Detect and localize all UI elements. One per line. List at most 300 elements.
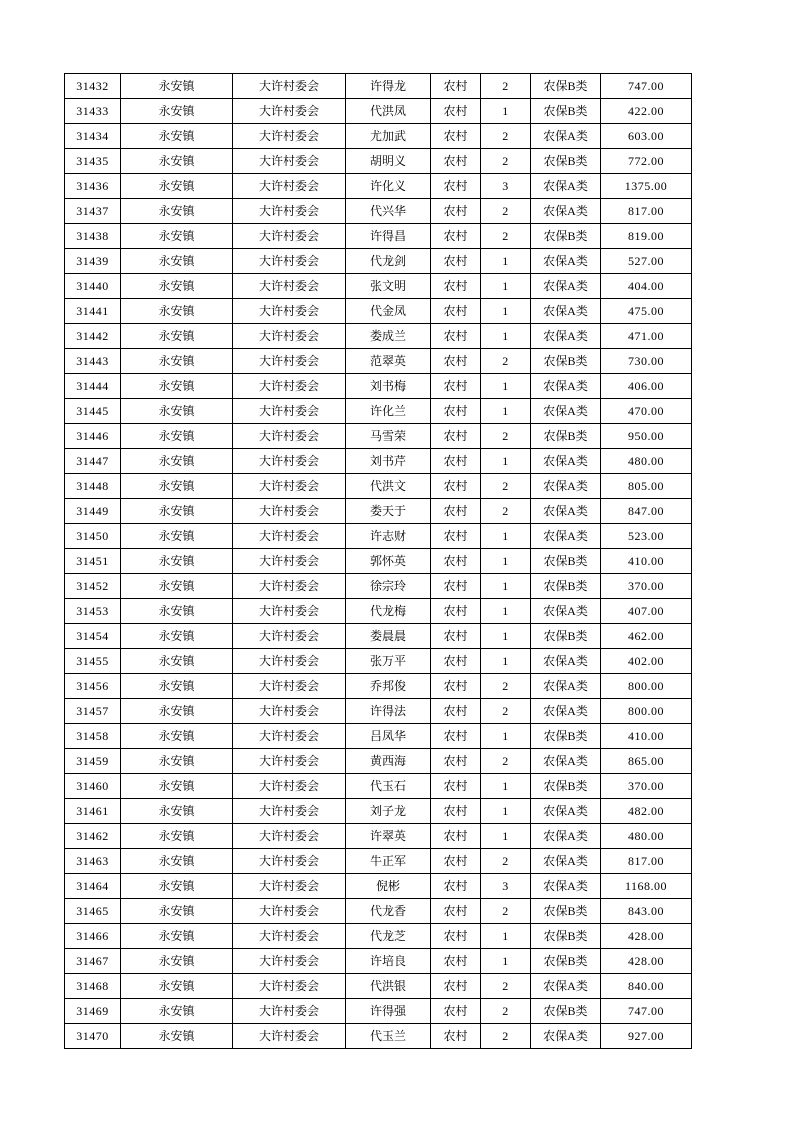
cell-record-id: 31448 <box>65 474 121 499</box>
cell-household-type: 农村 <box>431 324 481 349</box>
cell-person-name: 代龙梅 <box>346 599 431 624</box>
cell-person-name: 牛正军 <box>346 849 431 874</box>
cell-village-committee: 大许村委会 <box>233 549 346 574</box>
cell-person-name: 刘书梅 <box>346 374 431 399</box>
cell-insurance-class: 农保B类 <box>531 724 601 749</box>
cell-household-type: 农村 <box>431 299 481 324</box>
cell-record-id: 31462 <box>65 824 121 849</box>
cell-person-count: 2 <box>481 999 531 1024</box>
cell-insurance-class: 农保B类 <box>531 99 601 124</box>
cell-insurance-class: 农保A类 <box>531 849 601 874</box>
cell-household-type: 农村 <box>431 424 481 449</box>
cell-insurance-class: 农保B类 <box>531 924 601 949</box>
cell-village-committee: 大许村委会 <box>233 649 346 674</box>
table-row <box>65 949 692 974</box>
cell-household-type: 农村 <box>431 949 481 974</box>
cell-amount: 370.00 <box>601 574 692 599</box>
cell-village-committee: 大许村委会 <box>233 699 346 724</box>
table-row <box>65 674 692 699</box>
cell-person-count: 1 <box>481 324 531 349</box>
cell-household-type: 农村 <box>431 449 481 474</box>
cell-person-name: 胡明义 <box>346 149 431 174</box>
cell-person-name: 倪彬 <box>346 874 431 899</box>
cell-record-id: 31445 <box>65 399 121 424</box>
cell-town: 永安镇 <box>121 174 233 199</box>
cell-household-type: 农村 <box>431 824 481 849</box>
cell-amount: 480.00 <box>601 824 692 849</box>
cell-town: 永安镇 <box>121 349 233 374</box>
table-row <box>65 174 692 199</box>
cell-town: 永安镇 <box>121 799 233 824</box>
cell-amount: 800.00 <box>601 699 692 724</box>
cell-village-committee: 大许村委会 <box>233 449 346 474</box>
cell-amount: 1168.00 <box>601 874 692 899</box>
table-row <box>65 699 692 724</box>
cell-town: 永安镇 <box>121 149 233 174</box>
cell-person-count: 2 <box>481 749 531 774</box>
cell-person-name: 吕凤华 <box>346 724 431 749</box>
cell-insurance-class: 农保B类 <box>531 549 601 574</box>
cell-insurance-class: 农保A类 <box>531 974 601 999</box>
table-row <box>65 624 692 649</box>
cell-town: 永安镇 <box>121 449 233 474</box>
cell-village-committee: 大许村委会 <box>233 524 346 549</box>
table-row <box>65 574 692 599</box>
cell-person-count: 2 <box>481 199 531 224</box>
cell-village-committee: 大许村委会 <box>233 674 346 699</box>
cell-person-count: 1 <box>481 299 531 324</box>
cell-record-id: 31440 <box>65 274 121 299</box>
cell-record-id: 31441 <box>65 299 121 324</box>
cell-record-id: 31454 <box>65 624 121 649</box>
cell-town: 永安镇 <box>121 499 233 524</box>
cell-household-type: 农村 <box>431 674 481 699</box>
cell-town: 永安镇 <box>121 949 233 974</box>
cell-person-count: 2 <box>481 674 531 699</box>
cell-person-count: 1 <box>481 924 531 949</box>
cell-amount: 730.00 <box>601 349 692 374</box>
table-row <box>65 749 692 774</box>
cell-amount: 462.00 <box>601 624 692 649</box>
cell-person-count: 2 <box>481 499 531 524</box>
cell-insurance-class: 农保A类 <box>531 524 601 549</box>
table-row <box>65 649 692 674</box>
cell-village-committee: 大许村委会 <box>233 849 346 874</box>
cell-household-type: 农村 <box>431 124 481 149</box>
cell-town: 永安镇 <box>121 924 233 949</box>
cell-person-name: 马雪荣 <box>346 424 431 449</box>
cell-town: 永安镇 <box>121 974 233 999</box>
cell-insurance-class: 农保B类 <box>531 424 601 449</box>
cell-person-name: 代洪凤 <box>346 99 431 124</box>
table-row <box>65 899 692 924</box>
cell-person-name: 许得昌 <box>346 224 431 249</box>
cell-record-id: 31449 <box>65 499 121 524</box>
table-row <box>65 399 692 424</box>
cell-person-count: 1 <box>481 249 531 274</box>
cell-household-type: 农村 <box>431 649 481 674</box>
cell-insurance-class: 农保B类 <box>531 774 601 799</box>
cell-record-id: 31450 <box>65 524 121 549</box>
cell-person-count: 1 <box>481 949 531 974</box>
cell-insurance-class: 农保B类 <box>531 224 601 249</box>
cell-amount: 410.00 <box>601 724 692 749</box>
cell-household-type: 农村 <box>431 699 481 724</box>
cell-insurance-class: 农保A类 <box>531 124 601 149</box>
cell-amount: 747.00 <box>601 74 692 99</box>
cell-village-committee: 大许村委会 <box>233 424 346 449</box>
cell-town: 永安镇 <box>121 899 233 924</box>
table-row <box>65 549 692 574</box>
cell-record-id: 31467 <box>65 949 121 974</box>
cell-insurance-class: 农保A类 <box>531 649 601 674</box>
cell-village-committee: 大许村委会 <box>233 399 346 424</box>
cell-household-type: 农村 <box>431 724 481 749</box>
cell-person-count: 1 <box>481 799 531 824</box>
cell-household-type: 农村 <box>431 474 481 499</box>
cell-village-committee: 大许村委会 <box>233 899 346 924</box>
cell-insurance-class: 农保A类 <box>531 474 601 499</box>
cell-insurance-class: 农保B类 <box>531 949 601 974</box>
cell-amount: 370.00 <box>601 774 692 799</box>
cell-village-committee: 大许村委会 <box>233 774 346 799</box>
cell-person-count: 1 <box>481 599 531 624</box>
cell-village-committee: 大许村委会 <box>233 749 346 774</box>
cell-village-committee: 大许村委会 <box>233 249 346 274</box>
cell-town: 永安镇 <box>121 199 233 224</box>
records-table-body <box>65 74 692 1049</box>
cell-amount: 747.00 <box>601 999 692 1024</box>
cell-record-id: 31444 <box>65 374 121 399</box>
cell-town: 永安镇 <box>121 474 233 499</box>
table-row <box>65 874 692 899</box>
cell-insurance-class: 农保A类 <box>531 374 601 399</box>
cell-village-committee: 大许村委会 <box>233 124 346 149</box>
cell-village-committee: 大许村委会 <box>233 1024 346 1049</box>
cell-amount: 1375.00 <box>601 174 692 199</box>
cell-person-count: 1 <box>481 724 531 749</box>
cell-record-id: 31453 <box>65 599 121 624</box>
table-row <box>65 999 692 1024</box>
cell-insurance-class: 农保A类 <box>531 174 601 199</box>
cell-person-name: 张文明 <box>346 274 431 299</box>
table-row <box>65 324 692 349</box>
cell-person-name: 许化兰 <box>346 399 431 424</box>
cell-record-id: 31465 <box>65 899 121 924</box>
cell-record-id: 31455 <box>65 649 121 674</box>
cell-record-id: 31469 <box>65 999 121 1024</box>
cell-record-id: 31457 <box>65 699 121 724</box>
cell-person-count: 1 <box>481 274 531 299</box>
cell-person-count: 2 <box>481 74 531 99</box>
table-row <box>65 249 692 274</box>
cell-household-type: 农村 <box>431 624 481 649</box>
cell-village-committee: 大许村委会 <box>233 999 346 1024</box>
cell-household-type: 农村 <box>431 249 481 274</box>
cell-household-type: 农村 <box>431 999 481 1024</box>
cell-insurance-class: 农保B类 <box>531 999 601 1024</box>
cell-household-type: 农村 <box>431 74 481 99</box>
cell-insurance-class: 农保B类 <box>531 149 601 174</box>
cell-household-type: 农村 <box>431 99 481 124</box>
cell-town: 永安镇 <box>121 74 233 99</box>
cell-insurance-class: 农保A类 <box>531 399 601 424</box>
cell-person-name: 代洪文 <box>346 474 431 499</box>
cell-person-count: 2 <box>481 1024 531 1049</box>
cell-amount: 471.00 <box>601 324 692 349</box>
cell-town: 永安镇 <box>121 649 233 674</box>
cell-amount: 406.00 <box>601 374 692 399</box>
cell-household-type: 农村 <box>431 524 481 549</box>
cell-amount: 817.00 <box>601 849 692 874</box>
cell-household-type: 农村 <box>431 499 481 524</box>
cell-person-count: 2 <box>481 349 531 374</box>
cell-town: 永安镇 <box>121 99 233 124</box>
cell-village-committee: 大许村委会 <box>233 374 346 399</box>
cell-person-name: 代玉兰 <box>346 1024 431 1049</box>
cell-town: 永安镇 <box>121 774 233 799</box>
table-row <box>65 724 692 749</box>
cell-insurance-class: 农保A类 <box>531 674 601 699</box>
cell-household-type: 农村 <box>431 174 481 199</box>
cell-record-id: 31437 <box>65 199 121 224</box>
cell-household-type: 农村 <box>431 974 481 999</box>
cell-record-id: 31435 <box>65 149 121 174</box>
cell-household-type: 农村 <box>431 549 481 574</box>
cell-person-count: 1 <box>481 524 531 549</box>
table-row <box>65 99 692 124</box>
cell-person-count: 1 <box>481 549 531 574</box>
cell-village-committee: 大许村委会 <box>233 299 346 324</box>
table-row <box>65 199 692 224</box>
cell-record-id: 31466 <box>65 924 121 949</box>
cell-person-count: 3 <box>481 874 531 899</box>
cell-person-name: 许志财 <box>346 524 431 549</box>
cell-amount: 772.00 <box>601 149 692 174</box>
cell-town: 永安镇 <box>121 574 233 599</box>
cell-insurance-class: 农保B类 <box>531 349 601 374</box>
table-row <box>65 599 692 624</box>
cell-person-name: 郭怀英 <box>346 549 431 574</box>
cell-person-name: 刘子龙 <box>346 799 431 824</box>
cell-village-committee: 大许村委会 <box>233 799 346 824</box>
table-row <box>65 374 692 399</box>
cell-household-type: 农村 <box>431 849 481 874</box>
cell-insurance-class: 农保A类 <box>531 449 601 474</box>
cell-amount: 865.00 <box>601 749 692 774</box>
cell-town: 永安镇 <box>121 399 233 424</box>
cell-amount: 950.00 <box>601 424 692 449</box>
cell-town: 永安镇 <box>121 274 233 299</box>
cell-village-committee: 大许村委会 <box>233 149 346 174</box>
cell-person-count: 1 <box>481 449 531 474</box>
table-row <box>65 424 692 449</box>
cell-insurance-class: 农保A类 <box>531 249 601 274</box>
table-row <box>65 974 692 999</box>
table-row <box>65 524 692 549</box>
cell-record-id: 31458 <box>65 724 121 749</box>
cell-village-committee: 大许村委会 <box>233 349 346 374</box>
cell-village-committee: 大许村委会 <box>233 949 346 974</box>
cell-town: 永安镇 <box>121 424 233 449</box>
cell-household-type: 农村 <box>431 224 481 249</box>
cell-insurance-class: 农保A类 <box>531 874 601 899</box>
cell-insurance-class: 农保A类 <box>531 274 601 299</box>
table-row <box>65 1024 692 1049</box>
cell-village-committee: 大许村委会 <box>233 224 346 249</box>
cell-household-type: 农村 <box>431 374 481 399</box>
cell-insurance-class: 农保A类 <box>531 1024 601 1049</box>
cell-record-id: 31447 <box>65 449 121 474</box>
cell-household-type: 农村 <box>431 899 481 924</box>
cell-amount: 428.00 <box>601 924 692 949</box>
cell-person-name: 许化义 <box>346 174 431 199</box>
cell-insurance-class: 农保B类 <box>531 899 601 924</box>
cell-amount: 805.00 <box>601 474 692 499</box>
cell-person-name: 代龙芝 <box>346 924 431 949</box>
cell-insurance-class: 农保A类 <box>531 749 601 774</box>
cell-household-type: 农村 <box>431 274 481 299</box>
cell-record-id: 31436 <box>65 174 121 199</box>
table-row <box>65 924 692 949</box>
cell-person-count: 1 <box>481 824 531 849</box>
cell-record-id: 31459 <box>65 749 121 774</box>
cell-amount: 817.00 <box>601 199 692 224</box>
cell-village-committee: 大许村委会 <box>233 99 346 124</box>
cell-person-count: 2 <box>481 974 531 999</box>
cell-person-count: 3 <box>481 174 531 199</box>
cell-town: 永安镇 <box>121 124 233 149</box>
cell-amount: 475.00 <box>601 299 692 324</box>
table-row <box>65 149 692 174</box>
cell-person-count: 2 <box>481 124 531 149</box>
cell-record-id: 31433 <box>65 99 121 124</box>
cell-town: 永安镇 <box>121 599 233 624</box>
cell-person-name: 代玉石 <box>346 774 431 799</box>
cell-household-type: 农村 <box>431 874 481 899</box>
cell-record-id: 31470 <box>65 1024 121 1049</box>
cell-town: 永安镇 <box>121 674 233 699</box>
cell-insurance-class: 农保A类 <box>531 799 601 824</box>
cell-town: 永安镇 <box>121 999 233 1024</box>
table-row <box>65 449 692 474</box>
cell-person-name: 黄西海 <box>346 749 431 774</box>
cell-amount: 404.00 <box>601 274 692 299</box>
table-row <box>65 299 692 324</box>
cell-village-committee: 大许村委会 <box>233 924 346 949</box>
cell-amount: 819.00 <box>601 224 692 249</box>
cell-record-id: 31464 <box>65 874 121 899</box>
table-row <box>65 824 692 849</box>
cell-record-id: 31463 <box>65 849 121 874</box>
cell-record-id: 31442 <box>65 324 121 349</box>
table-row <box>65 349 692 374</box>
cell-person-name: 尤加武 <box>346 124 431 149</box>
cell-town: 永安镇 <box>121 624 233 649</box>
cell-town: 永安镇 <box>121 249 233 274</box>
table-row <box>65 74 692 99</box>
cell-record-id: 31451 <box>65 549 121 574</box>
cell-household-type: 农村 <box>431 924 481 949</box>
cell-village-committee: 大许村委会 <box>233 499 346 524</box>
cell-person-name: 许得法 <box>346 699 431 724</box>
cell-household-type: 农村 <box>431 774 481 799</box>
cell-person-name: 娄成兰 <box>346 324 431 349</box>
cell-town: 永安镇 <box>121 299 233 324</box>
cell-person-name: 代金凤 <box>346 299 431 324</box>
cell-insurance-class: 农保B类 <box>531 574 601 599</box>
cell-person-name: 刘书芹 <box>346 449 431 474</box>
cell-amount: 480.00 <box>601 449 692 474</box>
cell-village-committee: 大许村委会 <box>233 474 346 499</box>
cell-person-name: 许翠英 <box>346 824 431 849</box>
cell-person-name: 代兴华 <box>346 199 431 224</box>
cell-person-name: 代龙剑 <box>346 249 431 274</box>
cell-village-committee: 大许村委会 <box>233 574 346 599</box>
cell-amount: 603.00 <box>601 124 692 149</box>
cell-household-type: 农村 <box>431 399 481 424</box>
cell-insurance-class: 农保B类 <box>531 74 601 99</box>
cell-person-name: 徐宗玲 <box>346 574 431 599</box>
cell-insurance-class: 农保A类 <box>531 824 601 849</box>
cell-person-name: 娄晨晨 <box>346 624 431 649</box>
cell-village-committee: 大许村委会 <box>233 74 346 99</box>
cell-village-committee: 大许村委会 <box>233 599 346 624</box>
cell-person-name: 娄天于 <box>346 499 431 524</box>
records-table <box>64 73 692 1049</box>
cell-village-committee: 大许村委会 <box>233 324 346 349</box>
cell-town: 永安镇 <box>121 724 233 749</box>
cell-household-type: 农村 <box>431 199 481 224</box>
cell-person-name: 许得龙 <box>346 74 431 99</box>
cell-amount: 422.00 <box>601 99 692 124</box>
cell-town: 永安镇 <box>121 874 233 899</box>
cell-record-id: 31434 <box>65 124 121 149</box>
cell-insurance-class: 农保A类 <box>531 599 601 624</box>
cell-person-count: 1 <box>481 649 531 674</box>
cell-person-name: 许培良 <box>346 949 431 974</box>
cell-person-name: 张万平 <box>346 649 431 674</box>
cell-insurance-class: 农保A类 <box>531 699 601 724</box>
cell-record-id: 31438 <box>65 224 121 249</box>
cell-amount: 470.00 <box>601 399 692 424</box>
cell-record-id: 31460 <box>65 774 121 799</box>
cell-person-count: 1 <box>481 774 531 799</box>
cell-person-count: 2 <box>481 224 531 249</box>
cell-person-count: 2 <box>481 474 531 499</box>
cell-insurance-class: 农保A类 <box>531 324 601 349</box>
cell-town: 永安镇 <box>121 224 233 249</box>
table-row <box>65 124 692 149</box>
cell-record-id: 31468 <box>65 974 121 999</box>
table-row <box>65 774 692 799</box>
cell-amount: 428.00 <box>601 949 692 974</box>
cell-village-committee: 大许村委会 <box>233 624 346 649</box>
cell-amount: 482.00 <box>601 799 692 824</box>
cell-person-count: 1 <box>481 374 531 399</box>
cell-person-count: 2 <box>481 699 531 724</box>
table-row <box>65 499 692 524</box>
cell-person-count: 2 <box>481 424 531 449</box>
table-row <box>65 274 692 299</box>
cell-amount: 527.00 <box>601 249 692 274</box>
cell-village-committee: 大许村委会 <box>233 724 346 749</box>
cell-person-count: 1 <box>481 99 531 124</box>
cell-amount: 410.00 <box>601 549 692 574</box>
cell-village-committee: 大许村委会 <box>233 974 346 999</box>
cell-amount: 523.00 <box>601 524 692 549</box>
cell-amount: 840.00 <box>601 974 692 999</box>
